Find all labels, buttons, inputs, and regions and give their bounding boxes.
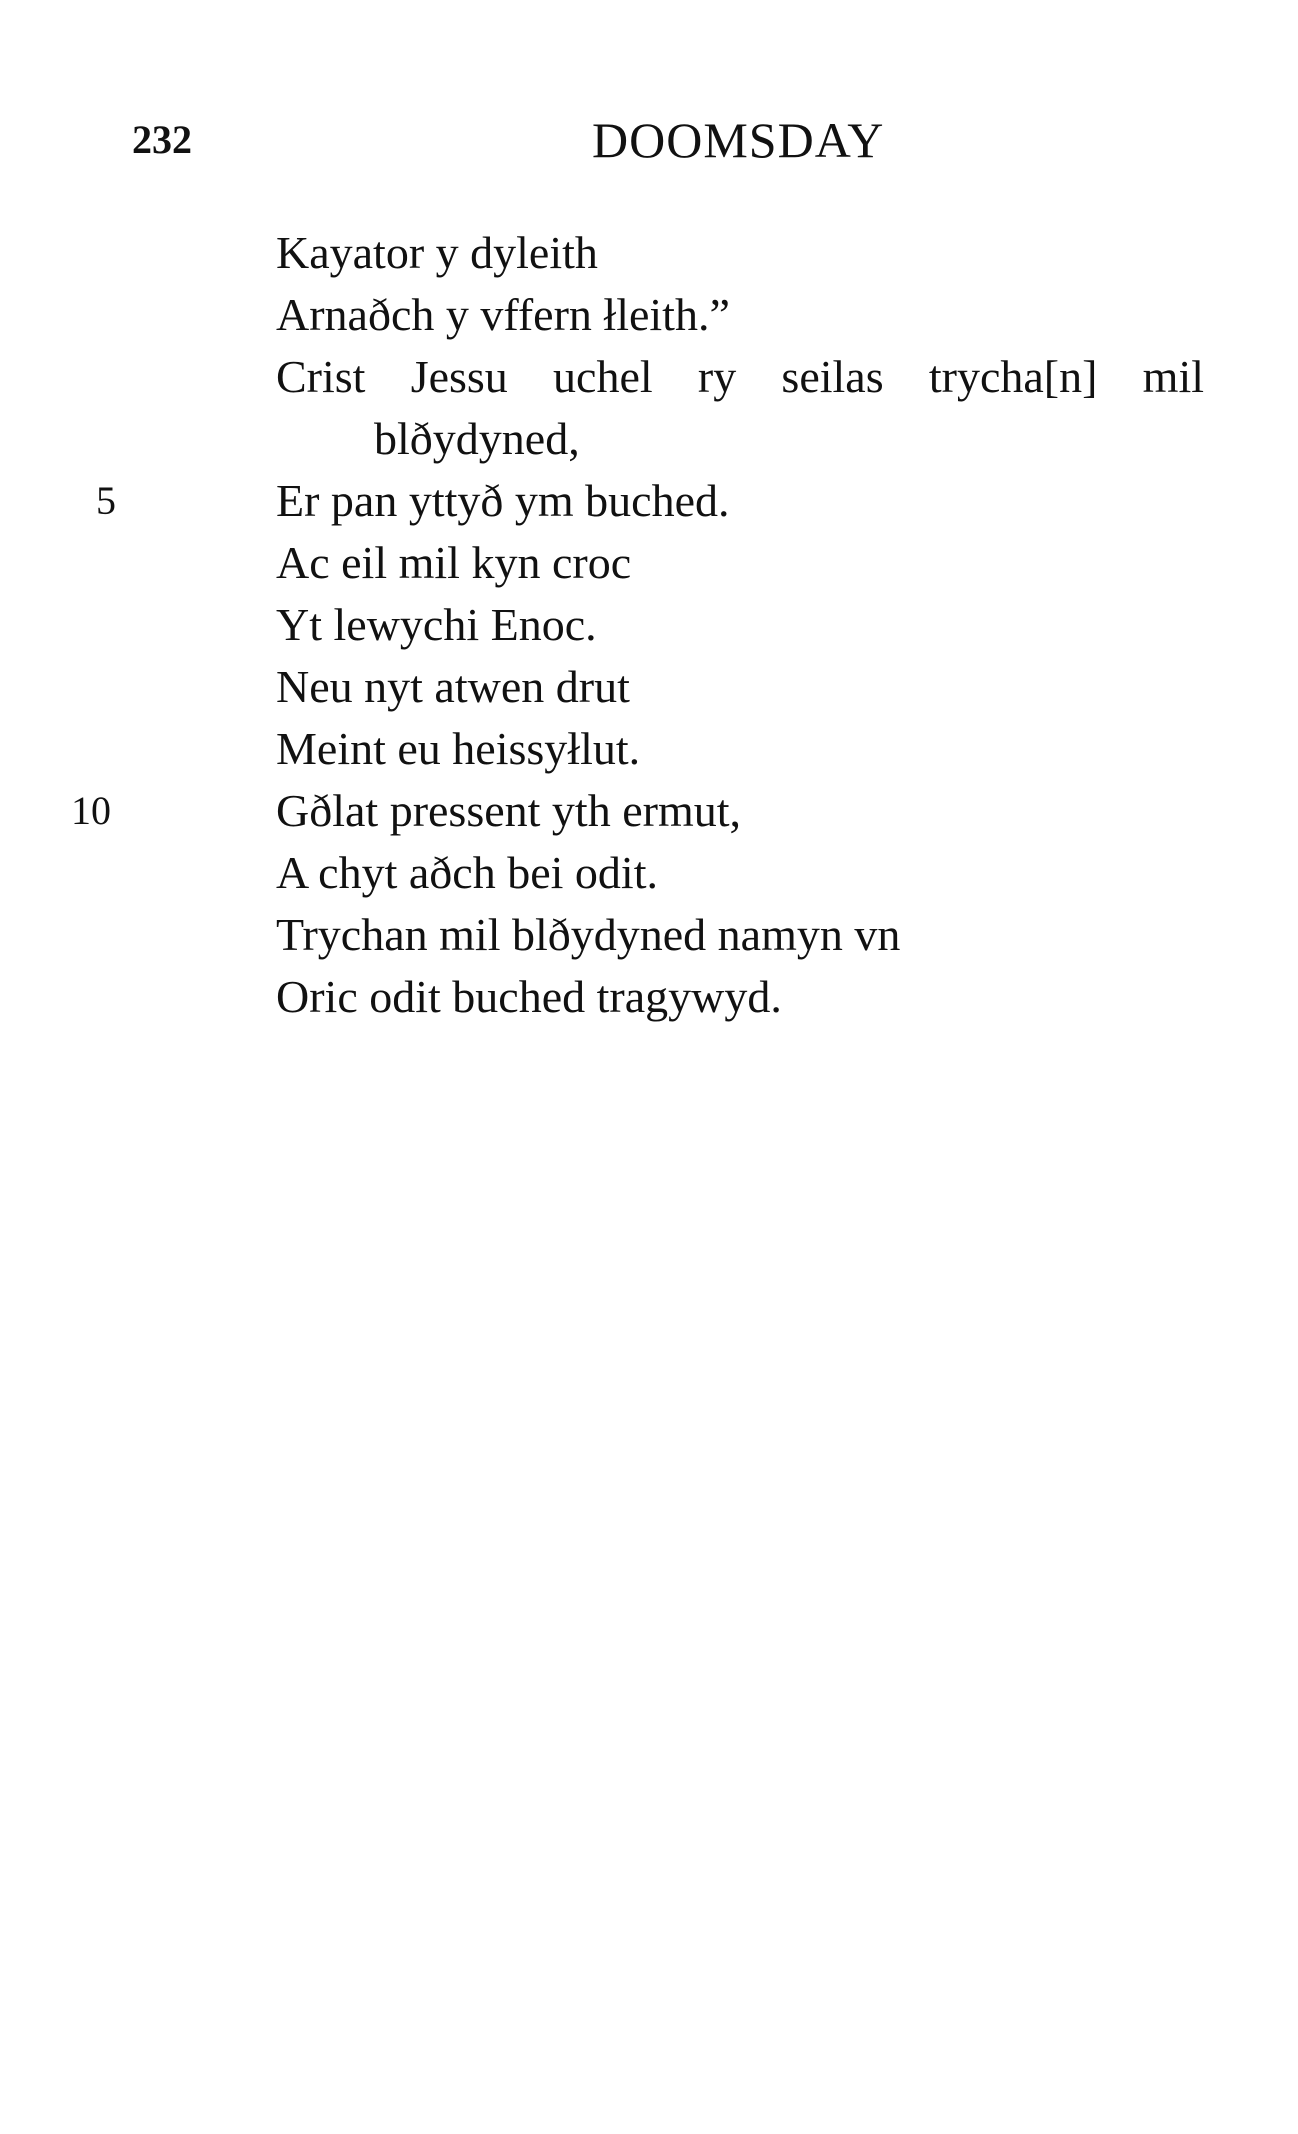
poem-line [276, 594, 1236, 656]
line-text: Meint eu heissyłlut. [276, 723, 641, 774]
poem-line [276, 842, 1236, 904]
line-text: Gðlat pressent yth ermut, [276, 785, 742, 836]
line-text: Neu nyt atwen drut [276, 661, 630, 712]
page-number: 232 [132, 117, 192, 162]
line-text: Kayator y dyleith [276, 227, 598, 278]
line-text: Yt lewychi Enoc. [276, 599, 597, 650]
line-text: Crist Jessu uchel ry seilas trycha[n] mil [276, 351, 1204, 402]
poem-line [276, 346, 1236, 408]
line-text: Trychan mil blðydyned namyn vn [276, 909, 901, 960]
poem [71, 222, 1236, 1028]
poem-line [276, 222, 1236, 284]
poem-line [276, 966, 1236, 1028]
poem-line [71, 780, 1236, 842]
poem-line [276, 904, 1236, 966]
poem-line [276, 656, 1236, 718]
line-text: Er pan yttyð ym buched. [276, 475, 730, 526]
line-text: Arnaðch y vffern łleith.” [276, 289, 730, 340]
poem-line [276, 718, 1236, 780]
line-text: Ac eil mil kyn croc [276, 537, 632, 588]
line-text: blðydyned, [374, 413, 580, 464]
line-number: 10 [71, 788, 111, 833]
poem-line [96, 470, 1236, 532]
poem-line [276, 284, 1236, 346]
line-text: Oric odit buched tragywyd. [276, 971, 782, 1022]
running-title: DOOMSDAY [592, 112, 885, 168]
poem-line [276, 532, 1236, 594]
poem-line-continuation [276, 408, 1236, 470]
line-text: A chyt aðch bei odit. [276, 847, 658, 898]
line-number: 5 [96, 478, 116, 523]
